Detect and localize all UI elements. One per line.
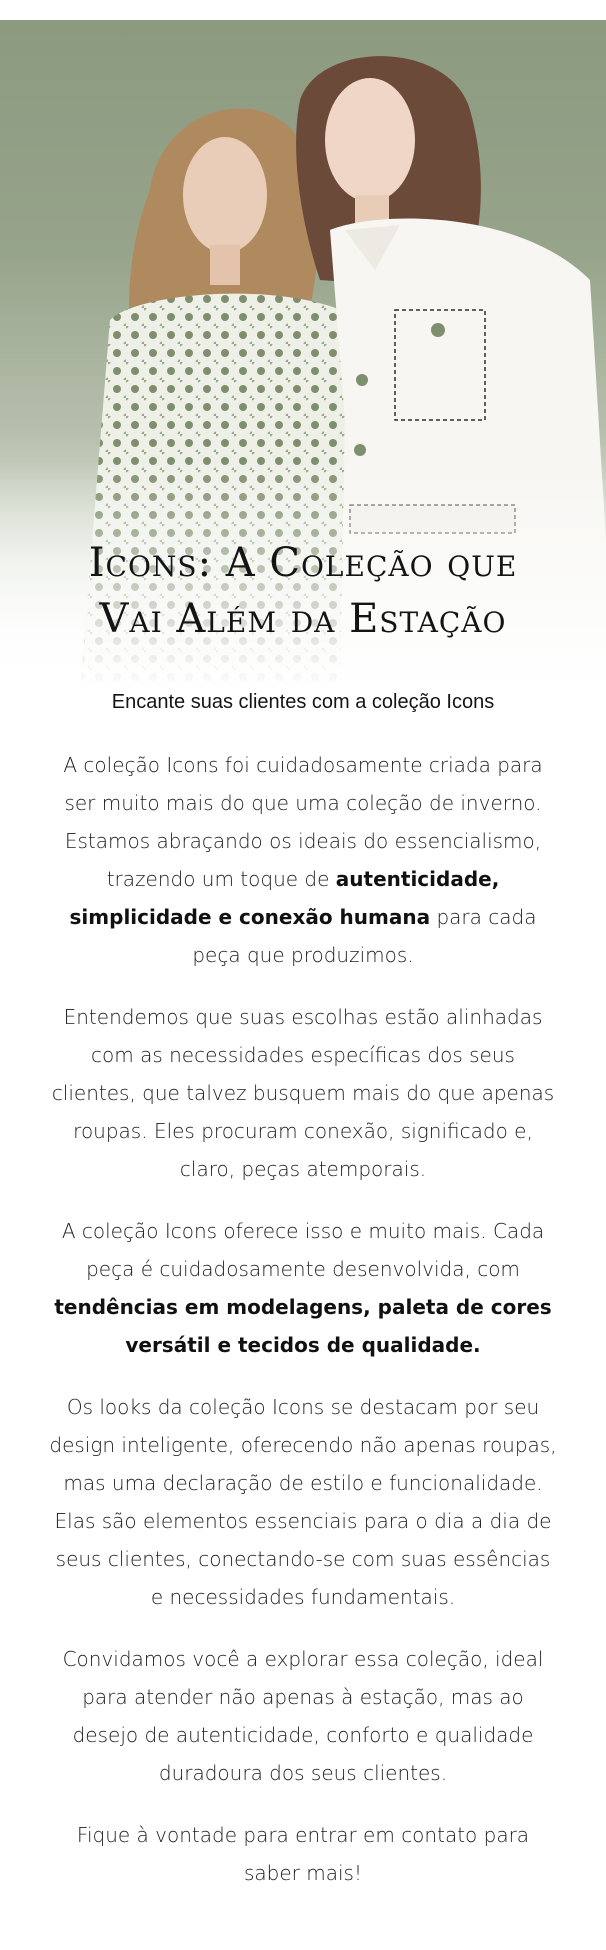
paragraph-2 [48,998,558,1188]
hero-title-line-1: Icons: A Coleção que [88,540,518,586]
paragraph-1-bold: autenticidade, simplicidade e conexão humana [69,867,500,929]
paragraph-1-text-end: para cada peça que produzimos. [192,905,537,967]
paragraph-3 [48,1212,558,1364]
paragraph-6 [48,1816,558,1892]
body-text [48,746,558,1916]
paragraph-2-text: Entendemos que suas escolhas estão alinhadas com as necessidades específicas dos seus clientes, que talvez busquem mais do que apenas roupas. Eles procuram conexão, significado e, claro, peças atemporais. [51,1005,555,1181]
paragraph-1-text: A coleção Icons foi cuidadosamente criada para ser muito mais do que uma coleção de inverno. Estamos abraçando os ideais do essencialismo, trazendo um toque de [63,753,543,891]
subtitle: Encante suas clientes com a coleção Icons [111,691,495,713]
paragraph-3-text: A coleção Icons oferece isso e muito mais. Cada peça é cuidadosamente desenvolvida, com [61,1219,545,1281]
paragraph-3-bold: tendências em modelagens, paleta de cores versátil e tecidos de qualidade. [54,1295,552,1357]
paragraph-5 [48,1640,558,1792]
paragraph-6-text: Fique à vontade para entrar em contato para saber mais! [76,1823,530,1885]
paragraph-4-text: Os looks da coleção Icons se destacam por seu design inteligente, oferecendo não apenas roupas, mas uma declaração de estilo e funcionalidade. Elas são elementos essenciais para o dia a dia de seus clientes, conectando-se com suas essências e necessidades fundamentais. [49,1395,557,1609]
paragraph-1 [48,746,558,974]
hero-title [0,535,606,647]
hero-title-line-2: Vai Além da Estação [99,596,507,642]
paragraph-4 [48,1388,558,1616]
paragraph-5-text: Convidamos você a explorar essa coleção, ideal para atender não apenas à estação, mas ao desejo de autenticidade, conforto e qualidade duradoura dos seus clientes. [62,1647,544,1785]
